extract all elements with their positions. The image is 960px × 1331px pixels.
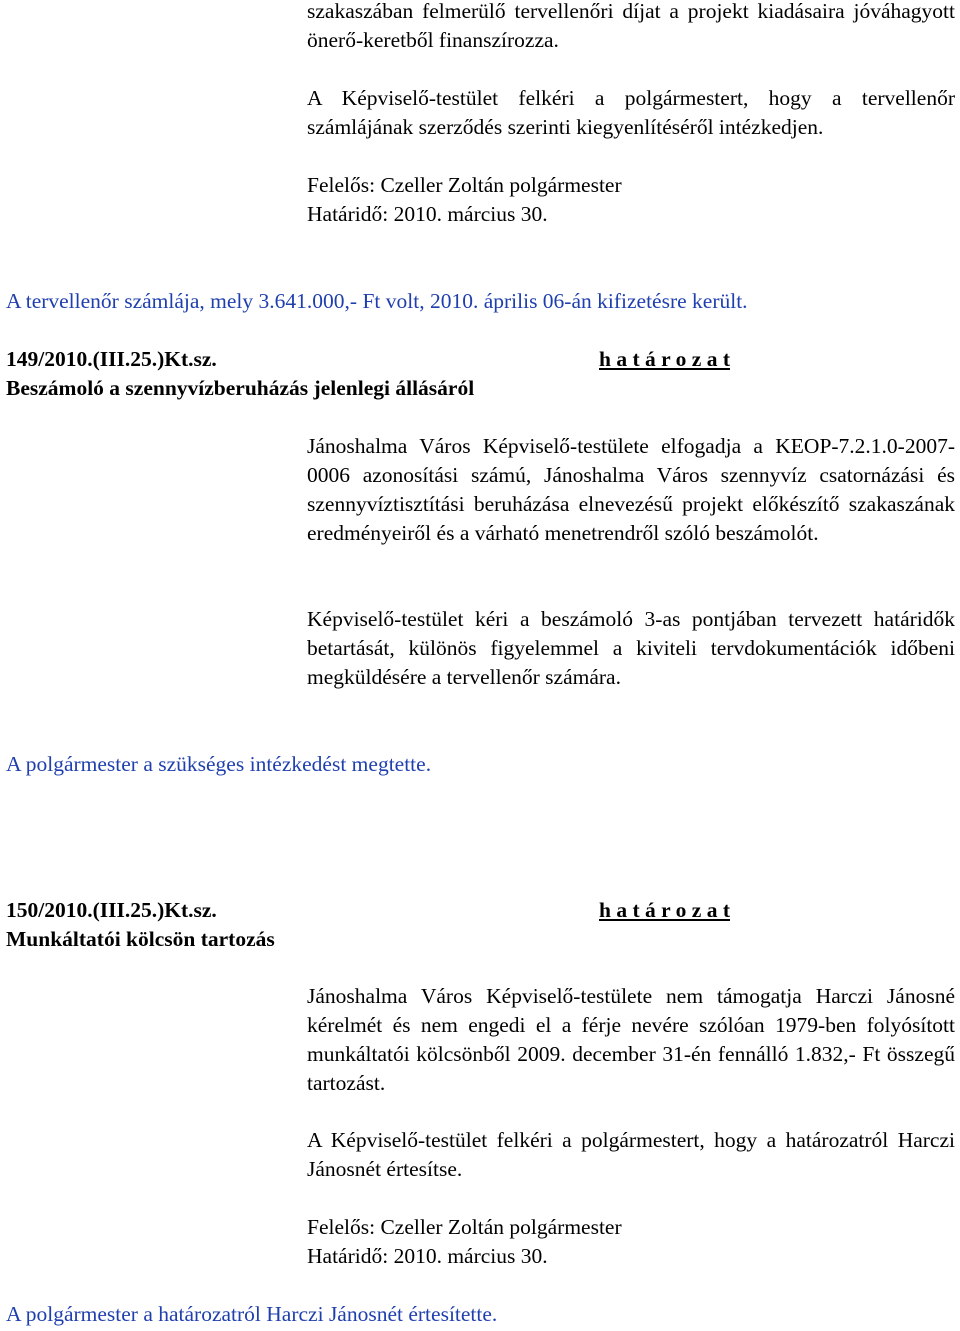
note-notified: A polgármester a határozatról Harczi Jánosnét értesítette. [6,1302,498,1326]
resolution-150-deadline: Határidő: 2010. március 30. [307,1244,548,1268]
note-measure-taken: A polgármester a szükséges intézkedést megtette. [6,752,432,776]
intro-deadline: Határidő: 2010. március 30. [307,202,548,226]
intro-paragraph-2: A Képviselő-testület felkéri a polgármestert, hogy a tervellenőr számlájának szerződés szerinti kiegyenlítéséről intézkedjen. [307,86,955,139]
note-invoice-paid: A tervellenőr számlája, mely 3.641.000,- Ft volt, 2010. április 06-án kifizetésre került. [6,289,748,313]
resolution-150-responsible: Felelős: Czeller Zoltán polgármester [307,1215,622,1239]
resolution-149-label: h a t á r o z a t [599,347,730,371]
resolution-150-number: 150/2010.(III.25.)Kt.sz. [6,898,217,922]
resolution-149-paragraph-2: Képviselő-testület kéri a beszámoló 3-as pontjában tervezett határidők betartását, különös figyelemmel a kiviteli tervdokumentációk időbeni megküldésére a tervellenőr számára. [307,607,955,689]
resolution-150-label: h a t á r o z a t [599,898,730,922]
resolution-150-paragraph-2: A Képviselő-testület felkéri a polgármestert, hogy a határozatról Harczi Jánosnét értesítse. [307,1128,955,1181]
intro-responsible: Felelős: Czeller Zoltán polgármester [307,173,622,197]
intro-paragraph-1: szakaszában felmerülő tervellenőri díjat a projekt kiadásaira jóváhagyott önerő-keretből finanszírozza. [307,0,955,52]
resolution-150-title: Munkáltatói kölcsön tartozás [6,927,275,951]
resolution-150-paragraph-1: Jánoshalma Város Képviselő-testülete nem támogatja Harczi Jánosné kérelmét és nem engedi el a férje nevére szólóan 1979-ben folyósított munkáltatói kölcsönből 2009. december 31-én fennálló 1.832,- Ft összegű tartozást. [307,984,955,1095]
resolution-149-paragraph-1: Jánoshalma Város Képviselő-testülete elfogadja a KEOP-7.2.1.0-2007-0006 azonosítási számú, Jánoshalma Város szennyvíz csatornázási és szennyvíztisztítási beruházása elnevezésű projekt előkészítő szakaszának eredményeiről és a várható menetrendről szóló beszámolót. [307,434,955,545]
resolution-150-responsibility [307,1213,955,1271]
resolution-149-number: 149/2010.(III.25.)Kt.sz. [6,347,217,371]
intro-responsibility [307,171,955,229]
resolution-149-title: Beszámoló a szennyvízberuházás jelenlegi állásáról [6,376,475,400]
